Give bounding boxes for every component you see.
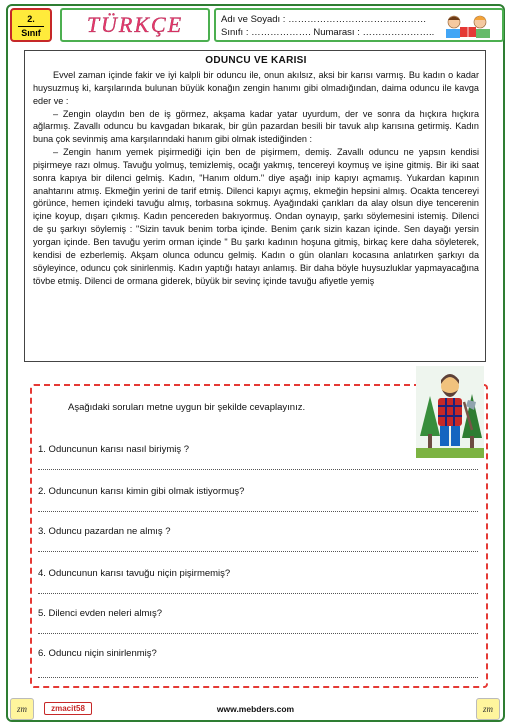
answer-line-3[interactable] — [38, 550, 478, 552]
kids-reading-icon — [440, 12, 496, 40]
subject-title: TÜRKÇE — [86, 12, 184, 37]
answer-line-5[interactable] — [38, 632, 478, 634]
story-title: ODUNCU VE KARISI — [205, 55, 307, 66]
question-6: 6. Oduncu niçin sinirlenmiş? — [38, 648, 157, 659]
author-tag: zmacit58 — [44, 702, 92, 715]
question-2: 2. Oduncunun karısı kimin gibi olmak istiyormuş? — [38, 486, 245, 497]
name-field[interactable]: Adı ve Soyadı : ……………………………..……… — [221, 14, 427, 25]
lumberjack-illustration — [416, 366, 484, 458]
story-paragraph-1: Evvel zaman içinde fakir ve iyi kalpli bir oduncu ile, onun akılsız, aksi bir karısı varmış. Bu kadın o kadar huysuzmuş ki, karşılarında bulunan büyük konağın zengin hanımı gibi olmadığından, daima oduncu ile kavga eder ve : — [33, 70, 479, 106]
questions-instruction: Aşağıdaki soruları metne uygun bir şekilde cevaplayınız. — [68, 402, 306, 413]
student-info-box — [214, 8, 504, 42]
website-link[interactable]: www.mebders.com — [216, 704, 295, 714]
question-4: 4. Oduncunun karısı tavuğu niçin pişirmemiş? — [38, 568, 231, 579]
answer-line-2[interactable] — [38, 510, 478, 512]
grade-number: 2. — [27, 14, 35, 24]
answer-line-1[interactable] — [38, 468, 478, 470]
question-5: 5. Dilenci evden neleri almış? — [38, 608, 163, 619]
grade-badge — [10, 8, 52, 42]
question-1: 1. Oduncunun karısı nasıl biriymiş ? — [38, 444, 190, 455]
grade-label: Sınıf — [21, 28, 41, 38]
answer-line-6[interactable] — [38, 676, 478, 678]
story-paragraph-3: – Zengin hanım yemek pişirmediği için ben de pişirmem, demiş. Zavallı oduncu ne yapsın kendisi pişirmeye razı olmuş. Tavuğu yolmuş, temizlemiş, ocağı yakmış, tencereyi koymuş ve işine gitmiş. Bir iki saat sonra kapıya bir dilenci gelmiş. Kadın, "Hanım oldum." diye aşağı inip kapıyı açmamış. Yukardan kapının anahtarını atmış. Ekmeğin yerini de tarif etmiş. Dilenci kapıyı açmış, ekmeğin hepsini almış. Ocakta tencereyi görünce, hemen içindeki tavuğu almış, torbasına sokmuş. Ayağındaki çarıkları da alay olsun diye tencerenin içine koyup, dışarı çıkmış. Kadın pencereden bakıyormuş. Ondan oynayıp, şarkı söylemesini istemiş. Dilenci de şu şarkıyı söylemiş : "Sizin tavuk benim torba içinde. Benim çarık sizin kazan içinde. Sen dayağı yersin yorgan içinde. Ben tavuğu yerim orman içinde " Bu şarkı kadının hoşuna gitmiş, birkaç kere daha söyleterek, kendisi de ezberlemiş. Akşam olunca oduncu gelmiş. Kadın o gün olanları kocasına anlatırken şarkıyı da söyleyince, oduncu çok sinirlenmiş. Kadın yaptığı hatayı anlamış. Bir daha böyle huysuzluklar yapmayacağına tövbe etmiş. Dilenci de ormana giderek, büyük bir sevinç içinde tavuğu afiyetle yemiş — [33, 147, 479, 286]
zm-badge-right: zm — [476, 698, 500, 720]
class-number-field[interactable]: Sınıfı : ………………. Numarası : ………………….. — [221, 27, 435, 38]
zm-badge-left: zm — [10, 698, 34, 720]
story-paragraph-2: – Zengin olaydın ben de iş görmez, akşama kadar yatar uyurdum, der ve sonra da hıçkıra hıçkıra ağlarmış. Zavallı oduncu bu kavgadan bıkarak, bir gün pazardan besili bir tavuk alıp karısına getirmiş. Kadın buna çok sevinmiş ama karşılarındaki hanım gibi olmak istediğinden : — [33, 108, 479, 145]
story-box — [24, 50, 486, 362]
question-3: 3. Oduncu pazardan ne almış ? — [38, 526, 171, 537]
subject-title-box — [60, 8, 210, 42]
answer-line-4[interactable] — [38, 592, 478, 594]
